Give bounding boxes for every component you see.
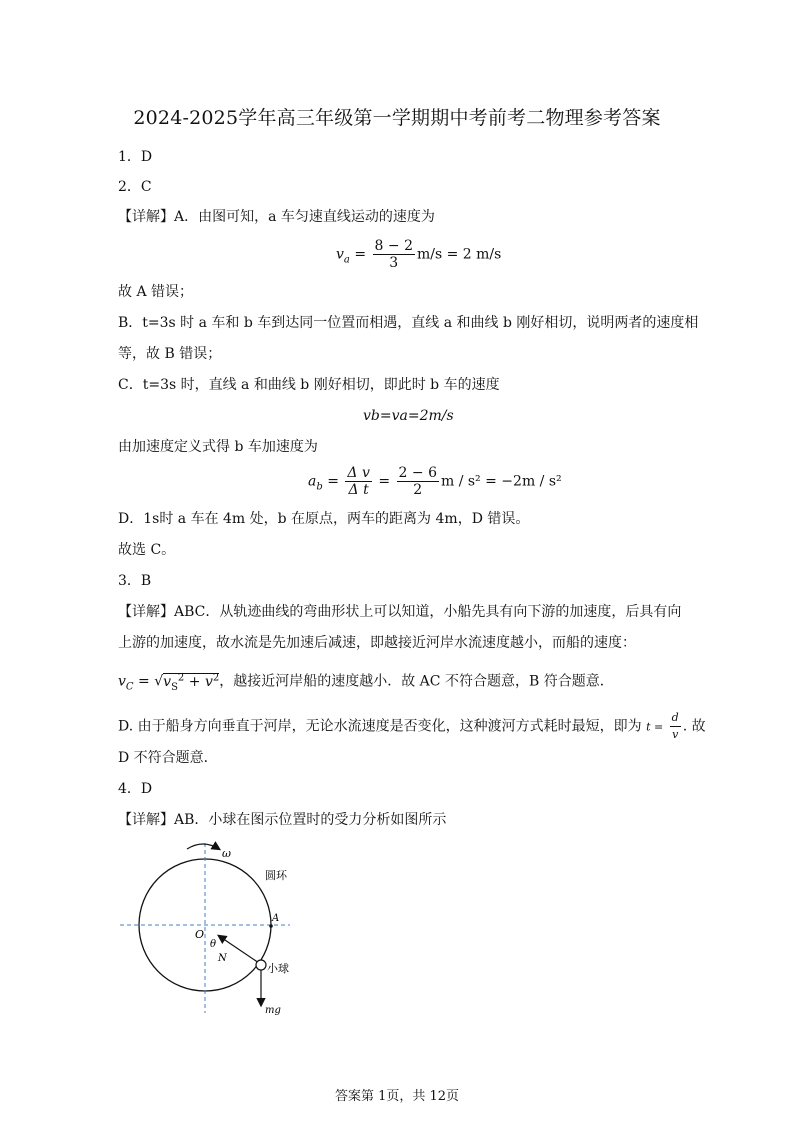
ball-label: 小球 — [267, 962, 289, 975]
ring-label: 圆环 — [265, 869, 287, 882]
q2-c-line-1: C．t=3s 时，直线 a 和曲线 b 刚好相切，即此时 b 车的速度 — [118, 377, 500, 393]
rotation-arrow — [187, 844, 219, 849]
sqrt-expression: $√v_S^2 + v^2$ — [154, 672, 220, 693]
q3-line-5: D 不符合题意． — [118, 750, 218, 766]
ball — [256, 960, 266, 970]
q2-choose: 故选 C。 — [118, 542, 176, 558]
q3-line-3: $v_C = √v_S^2 + v^2$，越接近河岸船的速度越小．故 AC 不符合题意，B 符合题意． — [118, 672, 614, 693]
q2-c-line-2: 由加速度定义式得 b 车加速度为 — [118, 439, 318, 455]
force-diagram — [115, 835, 345, 1025]
q3-line-1: 【详解】ABC．从轨迹曲线的弯曲形状上可以知道，小船先具有向下游的加速度，后具有向 — [118, 604, 682, 620]
point-a — [269, 924, 273, 928]
q2-b-line-1: B．t=3s 时 a 车和 b 车到达同一位置而相遇，直线 a 和曲线 b 刚好相切，说明两者的速度相 — [118, 315, 699, 331]
fraction: $\frac{\text{Δ v}}{\text{Δ t}}$ — [347, 465, 370, 498]
gravity-label: mg — [265, 1005, 281, 1016]
answer-2: 2．C — [118, 179, 152, 195]
answer-4: 4．D — [118, 781, 153, 797]
answer-1: 1．D — [118, 149, 153, 165]
q2-detail-line: 【详解】A．由图可知，a 车匀速直线运动的速度为 — [118, 209, 435, 225]
omega-label: ω — [222, 847, 231, 860]
q2-c-equation: vb=va=2m/s — [363, 408, 454, 424]
page-footer: 答案第 1页，共 12页 — [334, 1089, 460, 1104]
q2-d-line: D．1s时 a 车在 4m 处，b 在原点，两车的距离为 4m，D 错误。 — [118, 511, 530, 527]
point-a-label: A — [272, 913, 280, 924]
fraction: $\frac{2 - 6}{2}$ — [398, 465, 437, 498]
q2-ab-equation: $a_b$ = $\frac{\text{Δ v}}{\text{Δ t}}$ = $\frac{2 - 6}{2}$ m / s² = −2m / s² — [308, 465, 562, 498]
normal-force-label: N — [218, 953, 227, 964]
q3-line-2: 上游的加速度，故水流是先加速后减速，即越接近河岸水流速度越小，而船的速度： — [118, 635, 636, 651]
fraction: $\frac{8 - 2}{3}$ — [374, 238, 413, 271]
q4-line-1: 【详解】AB．小球在图示位置时的受力分析如图所示 — [118, 812, 447, 828]
q2-a-wrong: 故 A 错误； — [118, 284, 194, 300]
page-title: 2024-2025学年高三年级第一学期期中考前考二物理参考答案 — [133, 107, 661, 129]
q2-va-equation: $v_a$ = $\frac{8 - 2}{3}$ m/s = 2 m/s — [336, 238, 502, 271]
theta-label: θ — [210, 939, 217, 950]
origin-label: O — [195, 928, 205, 941]
fraction: $\frac{d}{v}$ — [671, 711, 679, 741]
q2-b-line-2: 等，故 B 错误； — [118, 346, 222, 362]
answer-3: 3．B — [118, 573, 152, 589]
q3-line-4: D. 由于船身方向垂直于河岸，无论水流速度是否变化，这种渡河方式耗时最短，即为 t = $\frac{d}{v}$ . 故 — [118, 711, 706, 741]
